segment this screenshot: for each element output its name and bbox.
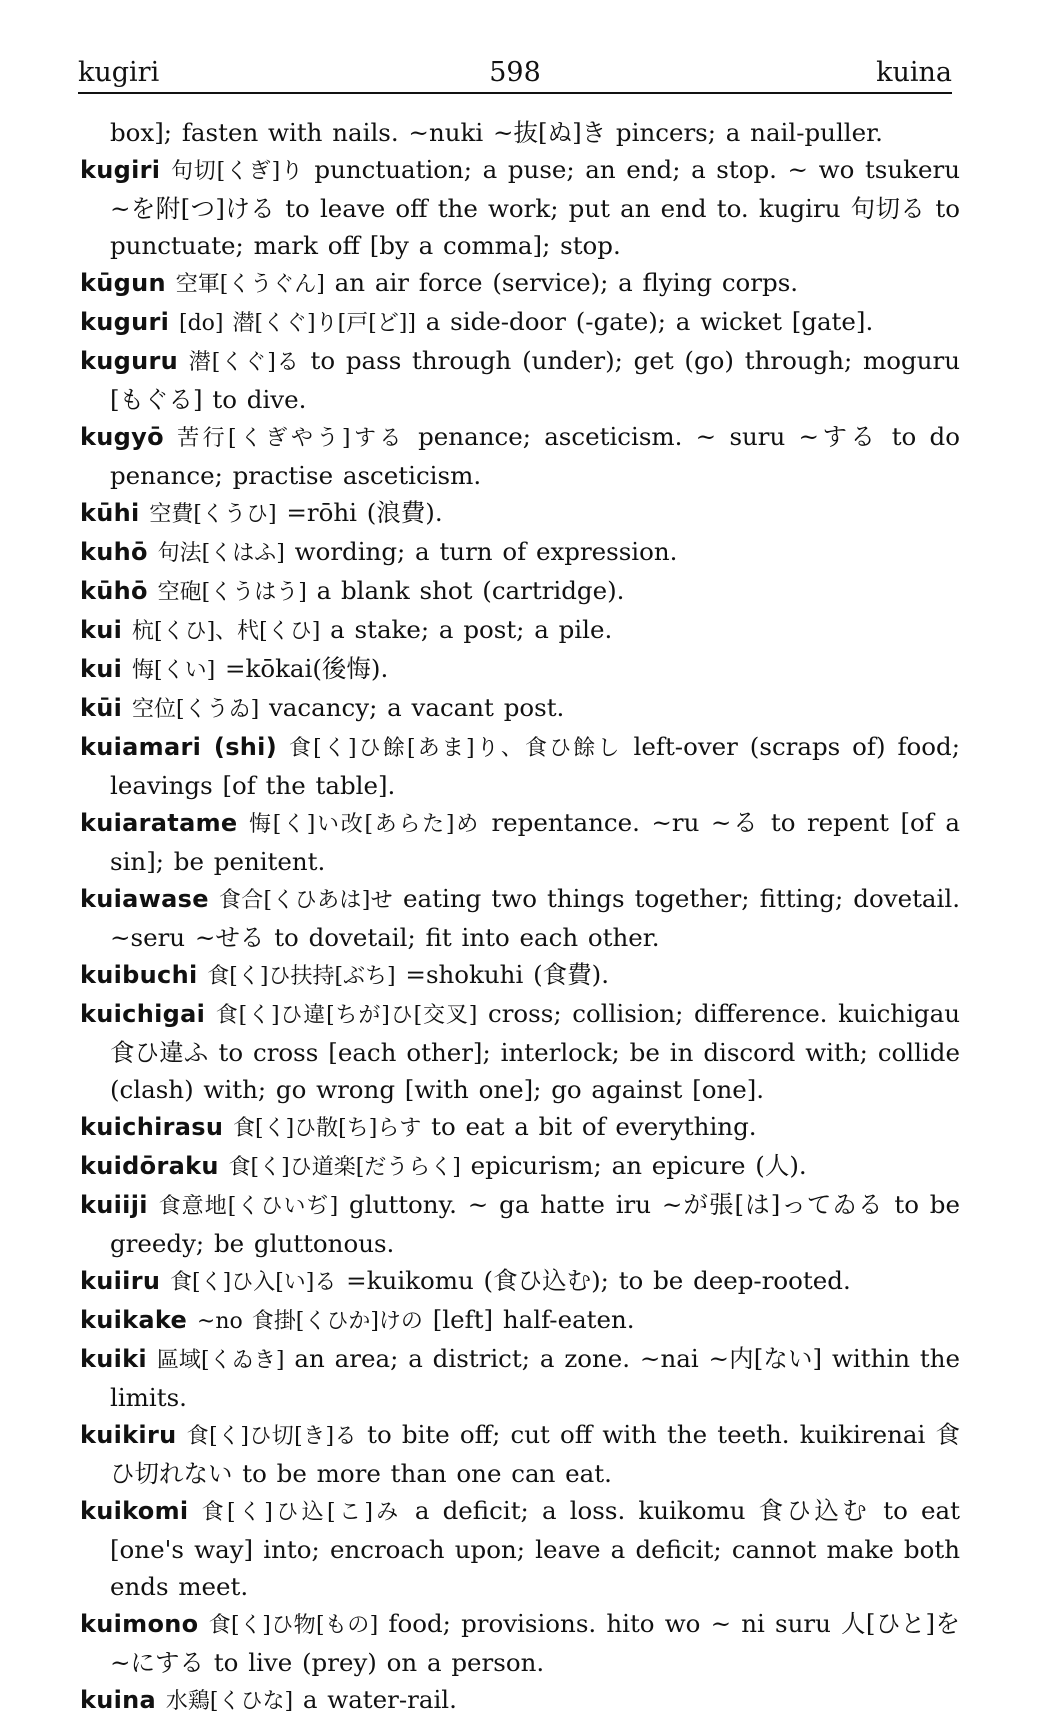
header-left-guide-word: kugiri	[78, 57, 160, 88]
headword: kūhi	[80, 499, 140, 527]
headword: kuiiru	[80, 1267, 161, 1295]
dictionary-entry	[80, 728, 960, 804]
dictionary-entry	[80, 1186, 960, 1262]
dictionary-entry	[80, 956, 960, 995]
definition: epicurism; an epicure (人).	[470, 1151, 807, 1180]
headword: kui	[80, 655, 123, 683]
headword: kuiaratame	[80, 809, 238, 837]
dictionary-entry	[80, 1416, 960, 1492]
dictionary-entry	[80, 1262, 960, 1301]
dictionary-entry: box]; fasten with nails. ~nuki ~抜[ぬ]き pincers; a nail-puller.	[110, 118, 883, 147]
definition: punctuation; a puse; an end; a stop. ~ wo tsukeru ~を附[つ]ける to leave off the work; put an end to. kugiru 句切る to punctuate; mark off [by a comma]; stop.	[110, 155, 960, 260]
japanese-form: 食[く]ひ物[もの]	[208, 1613, 379, 1638]
dictionary-entry	[80, 611, 960, 650]
dictionary-entry	[80, 151, 960, 264]
definition: =kuikomu (食ひ込む); to be deep-rooted.	[346, 1266, 851, 1295]
definition: a blank shot (cartridge).	[316, 576, 625, 605]
dictionary-entry	[80, 533, 960, 572]
headword: kuidōraku	[80, 1152, 219, 1180]
header-right-guide-word: kuina	[876, 57, 952, 88]
headword: kūi	[80, 694, 123, 722]
headword: kūgun	[80, 269, 166, 297]
headword: kuikiru	[80, 1421, 177, 1449]
definition: to eat a bit of everything.	[431, 1112, 757, 1141]
japanese-form: [do] 潜[くぐ]り[戸[ど]]	[178, 311, 416, 336]
definition: an air force (service); a flying corps.	[334, 268, 799, 297]
headword: kugiri	[80, 156, 161, 184]
dictionary-entry	[80, 1492, 960, 1605]
definition: vacancy; a vacant post.	[268, 693, 565, 722]
definition: =kōkai(後悔).	[224, 654, 389, 683]
dictionary-entry	[80, 689, 960, 728]
page-number: 598	[489, 57, 541, 88]
japanese-form: 悔[くい]	[131, 658, 216, 683]
dictionary-entry	[80, 572, 960, 611]
japanese-form: 苦行[くぎやう]する	[177, 426, 405, 451]
definition: gluttony. ~ ga hatte iru ~が張[は]ってゐる to be greedy; be gluttonous.	[110, 1190, 960, 1258]
japanese-form: 食[く]ひ込[こ]み	[201, 1500, 402, 1525]
headword: kuguri	[80, 308, 170, 336]
japanese-form: 食意地[くひいぢ]	[158, 1194, 339, 1219]
dictionary-entry	[80, 342, 960, 418]
dictionary-entry	[80, 995, 960, 1108]
dictionary-entry	[80, 1108, 960, 1147]
definition: food; provisions. hito wo ~ ni suru 人[ひと]を~にする to live (prey) on a person.	[110, 1609, 960, 1677]
headword: kuina	[80, 1686, 157, 1714]
japanese-form: 悔[く]い改[あらた]め	[248, 812, 480, 837]
headword: kuimono	[80, 1610, 199, 1638]
japanese-form: 潜[くぐ]る	[188, 350, 300, 375]
headword: kui	[80, 616, 123, 644]
dictionary-entry	[80, 418, 960, 494]
japanese-form: 食[く]ひ切[き]る	[186, 1424, 357, 1449]
definition: wording; a turn of expression.	[294, 537, 678, 566]
definition: penance; asceticism. ~ suru ~する to do penance; practise asceticism.	[110, 422, 960, 490]
japanese-form: 句切[くぎ]り	[170, 159, 304, 184]
japanese-form: 食[く]ひ違[ちが]ひ[交叉]	[215, 1003, 478, 1028]
headword: kuikomi	[80, 1497, 189, 1525]
japanese-form: 句法[くはふ]	[157, 541, 285, 566]
definition: repentance. ~ru ~る to repent [of a sin]; be penitent.	[110, 808, 960, 876]
headword: kuhō	[80, 538, 148, 566]
definition: =shokuhi (食費).	[405, 960, 609, 989]
definition: [left] half-eaten.	[432, 1305, 635, 1334]
dictionary-entry	[80, 264, 960, 303]
japanese-form: 食[く]ひ道楽[だうらく]	[228, 1155, 461, 1180]
definition: to bite off; cut off with the teeth. kuikirenai 食ひ切れない to be more than one can eat.	[110, 1420, 960, 1488]
japanese-form: 食[く]ひ散[ち]らす	[233, 1116, 422, 1141]
entry-list	[80, 114, 960, 1720]
dictionary-entry	[80, 1340, 960, 1416]
dictionary-entry	[80, 880, 960, 956]
headword: kuichirasu	[80, 1113, 224, 1141]
japanese-form: 杭[くひ]、杙[くひ]	[131, 619, 321, 644]
headword: kuiiji	[80, 1191, 148, 1219]
dictionary-entry	[80, 650, 960, 689]
japanese-form: 空位[くうゐ]	[131, 697, 260, 722]
running-head	[78, 56, 952, 94]
japanese-form: ~no 食掛[くひか]けの	[196, 1309, 423, 1334]
dictionary-entry	[80, 1681, 960, 1720]
japanese-form: 食[く]ひ入[い]る	[170, 1270, 337, 1295]
dictionary-entry	[80, 1147, 960, 1186]
headword: kūhō	[80, 577, 148, 605]
definition: left-over (scraps of) food; leavings [of the table].	[110, 732, 960, 800]
headword: kuichigai	[80, 1000, 206, 1028]
japanese-form: 空砲[くうはう]	[157, 580, 307, 605]
headword: kugyō	[80, 423, 164, 451]
japanese-form: 水鶏[くひな]	[165, 1689, 294, 1714]
japanese-form: 空費[くうひ]	[149, 502, 277, 527]
definition: a side-door (-gate); a wicket [gate].	[425, 307, 874, 336]
definition: to pass through (under); get (go) through; moguru [もぐる] to dive.	[110, 346, 960, 414]
japanese-form: 食[く]ひ扶持[ぶち]	[207, 964, 396, 989]
definition: a stake; a post; a pile.	[330, 615, 613, 644]
dictionary-entry	[80, 303, 960, 342]
headword: kuiamari (shi)	[80, 733, 277, 761]
japanese-form: 食[く]ひ餘[あま]り、食ひ餘し	[288, 736, 622, 761]
dictionary-entry	[80, 494, 960, 533]
japanese-form: 空軍[くうぐん]	[175, 272, 325, 297]
japanese-form: 區域[くゐき]	[156, 1348, 285, 1373]
japanese-form: 食合[くひあは]せ	[218, 888, 393, 913]
dictionary-entry	[80, 1605, 960, 1681]
headword: kuibuchi	[80, 961, 198, 989]
dictionary-entry	[80, 804, 960, 880]
dictionary-entry	[80, 1301, 960, 1340]
headword: kuiawase	[80, 885, 209, 913]
headword: kuguru	[80, 347, 179, 375]
definition: a water-rail.	[302, 1685, 457, 1714]
definition: an area; a district; a zone. ~nai ~内[ない] within the limits.	[110, 1344, 960, 1412]
headword: kuikake	[80, 1306, 188, 1334]
definition: eating two things together; fitting; dovetail. ~seru ~せる to dovetail; fit into each other.	[110, 884, 960, 952]
definition: a deficit; a loss. kuikomu 食ひ込む to eat [one's way] into; encroach upon; leave a deficit; cannot make both ends meet.	[110, 1496, 960, 1601]
headword: kuiki	[80, 1345, 147, 1373]
definition: =rōhi (浪費).	[286, 498, 443, 527]
definition: cross; collision; difference. kuichigau 食ひ違ふ to cross [each other]; interlock; be in discord with; collide (clash) with; go wrong [with one]; go against [one].	[110, 999, 960, 1104]
